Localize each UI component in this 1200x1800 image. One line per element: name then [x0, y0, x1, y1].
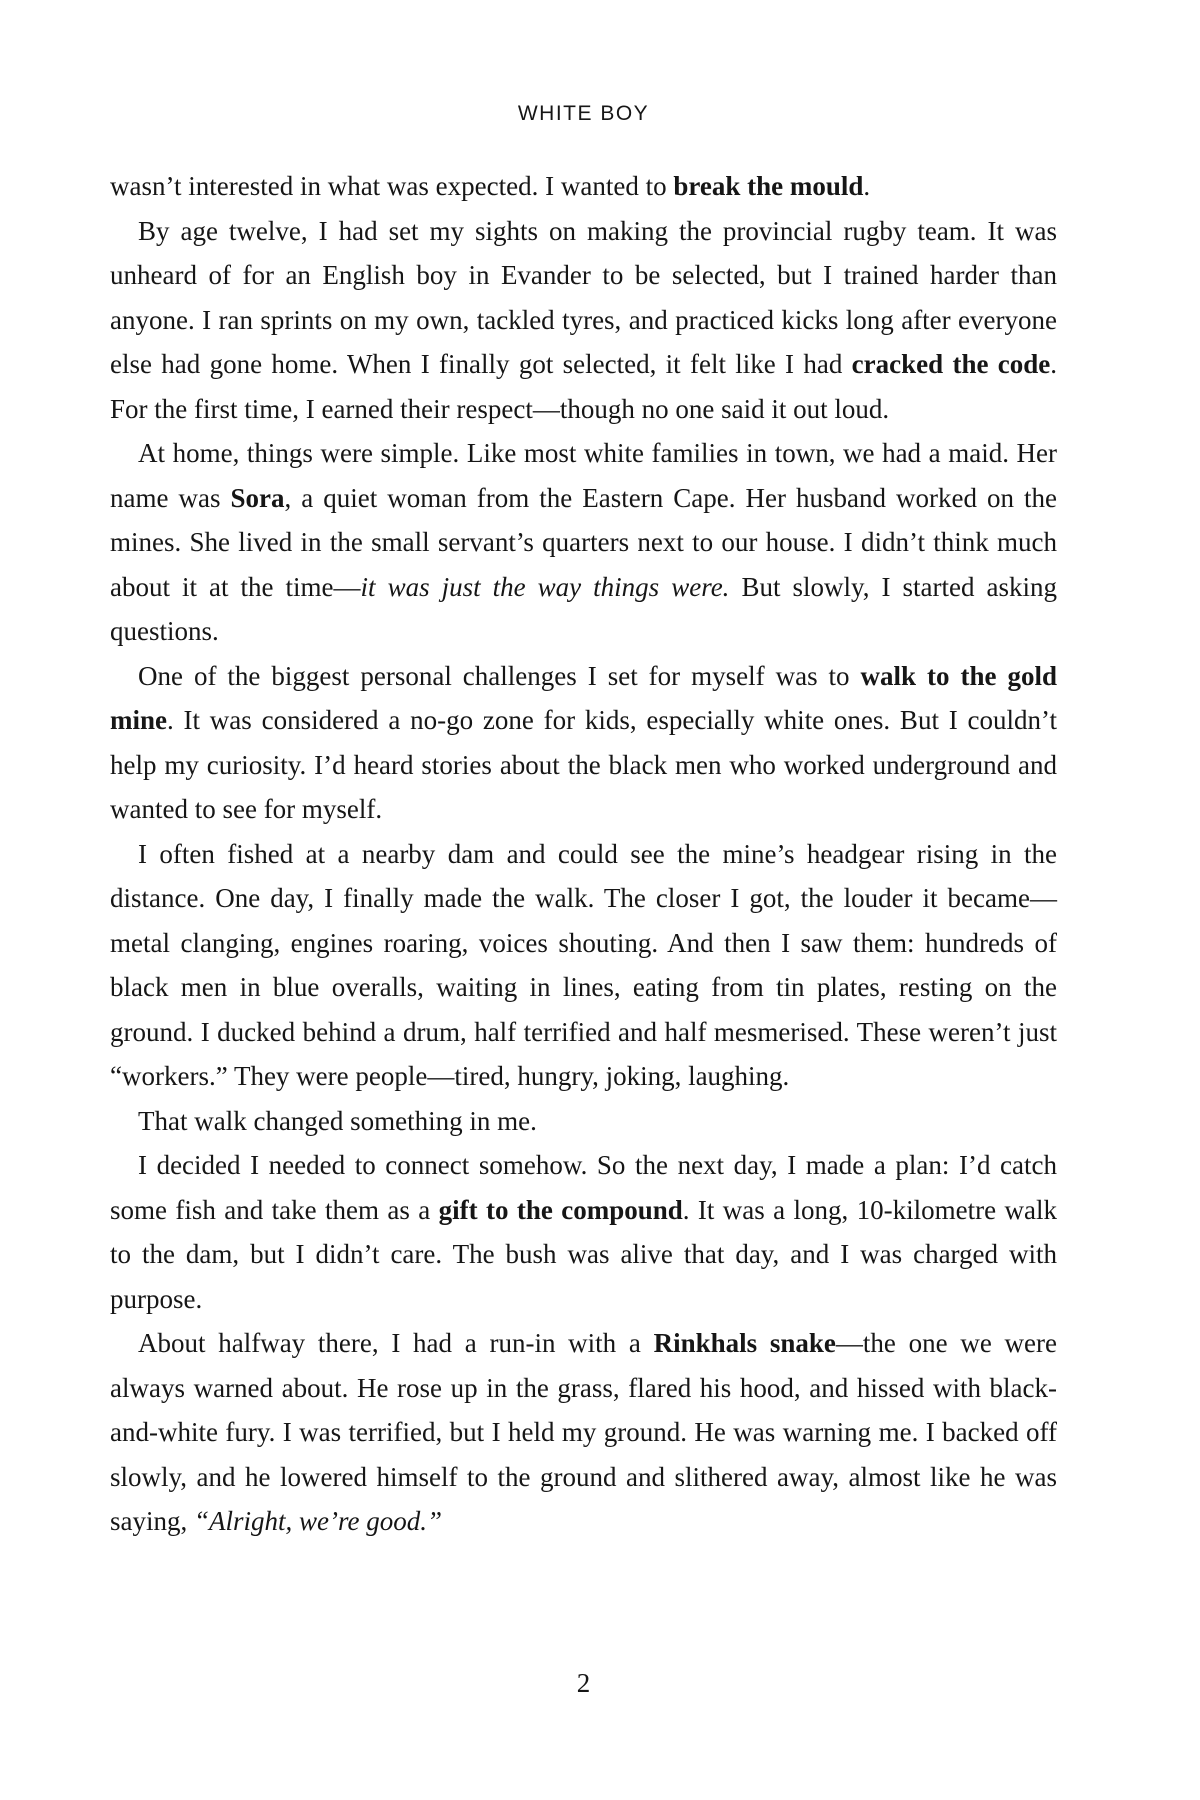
- text-run: About halfway there, I had a run-in with a: [138, 1328, 654, 1358]
- text-run: But slowly, I started asking questions.: [110, 571, 1058, 646]
- text-run: , a quiet woman from the Eastern Cape. Her husband worked on the mines. She lived in the small servant’s quarters next to our house. I didn’t think much about it at the time—: [110, 482, 1057, 602]
- paragraph: [110, 1321, 1057, 1544]
- paragraph: [110, 1143, 1057, 1321]
- body-text: [110, 164, 1057, 1544]
- text-run: . It was a long, 10-kilometre walk to the dam, but I didn’t care. The bush was alive that day, and I was charged with purpose.: [110, 1194, 1057, 1314]
- text-run: wasn’t interested in what was expected. I wanted to: [110, 171, 674, 201]
- page-number: 2: [576, 1668, 591, 1698]
- text-run: One of the biggest personal challenges I set for myself was to: [138, 660, 861, 691]
- text-run: . For the first time, I earned their respect—though no one said it out loud.: [110, 349, 1057, 424]
- paragraph: [110, 209, 1057, 432]
- text-run: By age twelve, I had set my sights on making the provincial rugby team. It was unheard of for an English boy in Evander to be selected, but I trained harder than anyone. I ran sprints on my own, tackled tyres, and practiced kicks long after everyone else had gone home. When I finally got selected, it felt like I had: [110, 215, 1057, 379]
- paragraph: [110, 164, 1057, 209]
- text-run: That walk changed something in me.: [138, 1105, 537, 1136]
- text-run: I decided I needed to connect somehow. So the next day, I made a plan: I’d catch some fish and take them as a: [110, 1150, 1057, 1225]
- text-run: I often fished at a nearby dam and could see the mine’s headgear rising in the distance. One day, I finally made the walk. The closer I got, the louder it became—metal clanging, engines roaring, voices shouting. And then I saw them: hundreds of black men in blue overalls, waiting in lines, eating from tin plates, resting on the ground. I ducked behind a drum, half terrified and half mesmerised. These weren’t just “workers.” They were people—tired, hungry, joking, laughing.: [110, 838, 1057, 1091]
- italic-text-run: “Alright, we’re good.”: [194, 1506, 443, 1536]
- italic-text-run: it was just the way things were.: [360, 571, 730, 602]
- bold-text-run: gift to the compound: [438, 1194, 683, 1225]
- paragraph: [110, 431, 1057, 654]
- bold-text-run: break the mould: [673, 171, 864, 201]
- bold-text-run: cracked the code: [851, 349, 1051, 379]
- text-run: At home, things were simple. Like most white families in town, we had a maid. Her name was: [110, 438, 1057, 513]
- text-run: .: [863, 171, 871, 201]
- bold-text-run: Rinkhals snake: [653, 1328, 836, 1358]
- paragraph: [110, 832, 1057, 1099]
- running-header: WHITE BOY: [517, 102, 650, 125]
- paragraph: [110, 1099, 1057, 1144]
- bold-text-run: Sora: [230, 482, 285, 513]
- text-run: —the one we were always warned about. He rose up in the grass, flared his hood, and hissed with black-and-white fury. I was terrified, but I held my ground. He was warning me. I backed off slowly, and he lowered himself to the ground and slithered away, almost like he was saying,: [110, 1328, 1057, 1536]
- bold-text-run: walk to the gold mine: [110, 660, 1057, 735]
- paragraph: [110, 654, 1057, 832]
- text-run: . It was considered a no-go zone for kids, especially white ones. But I couldn’t help my curiosity. I’d heard stories about the black men who worked underground and wanted to see for myself.: [110, 705, 1057, 824]
